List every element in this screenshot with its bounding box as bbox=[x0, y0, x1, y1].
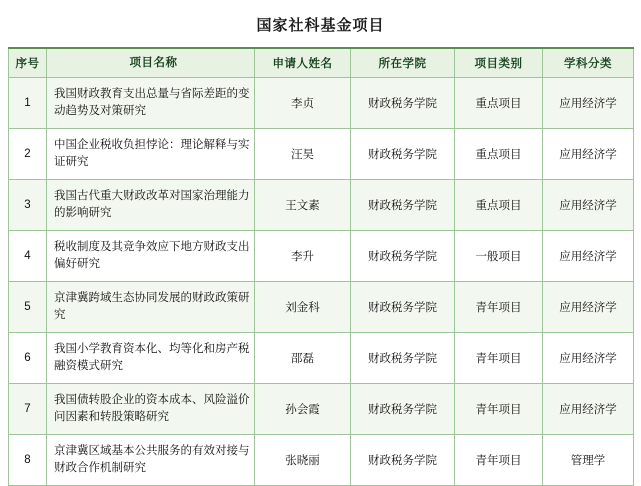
cell-discipline: 应用经济学 bbox=[543, 129, 634, 180]
cell-discipline: 应用经济学 bbox=[543, 231, 634, 282]
cell-seq: 8 bbox=[9, 435, 47, 486]
cell-applicant: 张晓丽 bbox=[255, 435, 351, 486]
table-row bbox=[9, 435, 634, 486]
cell-applicant: 李贞 bbox=[255, 78, 351, 129]
cell-college: 财政税务学院 bbox=[351, 384, 455, 435]
cell-project-name: 京津冀跨域生态协同发展的财政政策研究 bbox=[47, 282, 255, 333]
cell-applicant: 汪昊 bbox=[255, 129, 351, 180]
table-body bbox=[9, 78, 634, 486]
cell-college: 财政税务学院 bbox=[351, 78, 455, 129]
cell-project-name: 我国小学教育资本化、均等化和房产税融资模式研究 bbox=[47, 333, 255, 384]
cell-project-type: 青年项目 bbox=[455, 333, 543, 384]
cell-project-name: 税收制度及其竞争效应下地方财政支出偏好研究 bbox=[47, 231, 255, 282]
cell-project-type: 重点项目 bbox=[455, 180, 543, 231]
table-row bbox=[9, 129, 634, 180]
cell-project-type: 青年项目 bbox=[455, 435, 543, 486]
cell-discipline: 应用经济学 bbox=[543, 282, 634, 333]
cell-project-type: 一般项目 bbox=[455, 231, 543, 282]
cell-seq: 6 bbox=[9, 333, 47, 384]
cell-applicant: 刘金科 bbox=[255, 282, 351, 333]
table-row bbox=[9, 282, 634, 333]
cell-college: 财政税务学院 bbox=[351, 282, 455, 333]
cell-seq: 3 bbox=[9, 180, 47, 231]
cell-applicant: 王文素 bbox=[255, 180, 351, 231]
cell-project-type: 重点项目 bbox=[455, 78, 543, 129]
cell-college: 财政税务学院 bbox=[351, 333, 455, 384]
column-header-college: 所在学院 bbox=[351, 48, 455, 78]
cell-college: 财政税务学院 bbox=[351, 180, 455, 231]
cell-applicant: 李升 bbox=[255, 231, 351, 282]
table-row bbox=[9, 384, 634, 435]
column-header-applicant: 申请人姓名 bbox=[255, 48, 351, 78]
table-row bbox=[9, 180, 634, 231]
column-header-project-name: 项目名称 bbox=[47, 48, 255, 78]
column-header-seq: 序号 bbox=[9, 48, 47, 78]
cell-project-name: 中国企业税收负担悖论：理论解释与实证研究 bbox=[47, 129, 255, 180]
cell-applicant: 邵磊 bbox=[255, 333, 351, 384]
table-row bbox=[9, 78, 634, 129]
cell-seq: 2 bbox=[9, 129, 47, 180]
cell-applicant: 孙会霞 bbox=[255, 384, 351, 435]
cell-project-name: 京津冀区域基本公共服务的有效对接与财政合作机制研究 bbox=[47, 435, 255, 486]
cell-project-name: 我国财政教育支出总量与省际差距的变动趋势及对策研究 bbox=[47, 78, 255, 129]
cell-discipline: 应用经济学 bbox=[543, 180, 634, 231]
grant-projects-table bbox=[8, 47, 634, 486]
table-row bbox=[9, 231, 634, 282]
cell-project-type: 重点项目 bbox=[455, 129, 543, 180]
table-row bbox=[9, 333, 634, 384]
cell-discipline: 应用经济学 bbox=[543, 333, 634, 384]
cell-seq: 7 bbox=[9, 384, 47, 435]
column-header-discipline: 学科分类 bbox=[543, 48, 634, 78]
table-header-row bbox=[9, 48, 634, 78]
cell-discipline: 管理学 bbox=[543, 435, 634, 486]
cell-discipline: 应用经济学 bbox=[543, 78, 634, 129]
column-header-project-type: 项目类别 bbox=[455, 48, 543, 78]
cell-college: 财政税务学院 bbox=[351, 435, 455, 486]
cell-project-name: 我国债转股企业的资本成本、风险溢价问因素和转股策略研究 bbox=[47, 384, 255, 435]
cell-college: 财政税务学院 bbox=[351, 129, 455, 180]
cell-project-name: 我国古代重大财政改革对国家治理能力的影响研究 bbox=[47, 180, 255, 231]
cell-college: 财政税务学院 bbox=[351, 231, 455, 282]
page-title: 国家社科基金项目 bbox=[256, 17, 385, 34]
cell-project-type: 青年项目 bbox=[455, 282, 543, 333]
cell-discipline: 应用经济学 bbox=[543, 384, 634, 435]
table-header bbox=[9, 48, 634, 78]
cell-seq: 1 bbox=[9, 78, 47, 129]
cell-seq: 4 bbox=[9, 231, 47, 282]
cell-project-type: 青年项目 bbox=[455, 384, 543, 435]
cell-seq: 5 bbox=[9, 282, 47, 333]
